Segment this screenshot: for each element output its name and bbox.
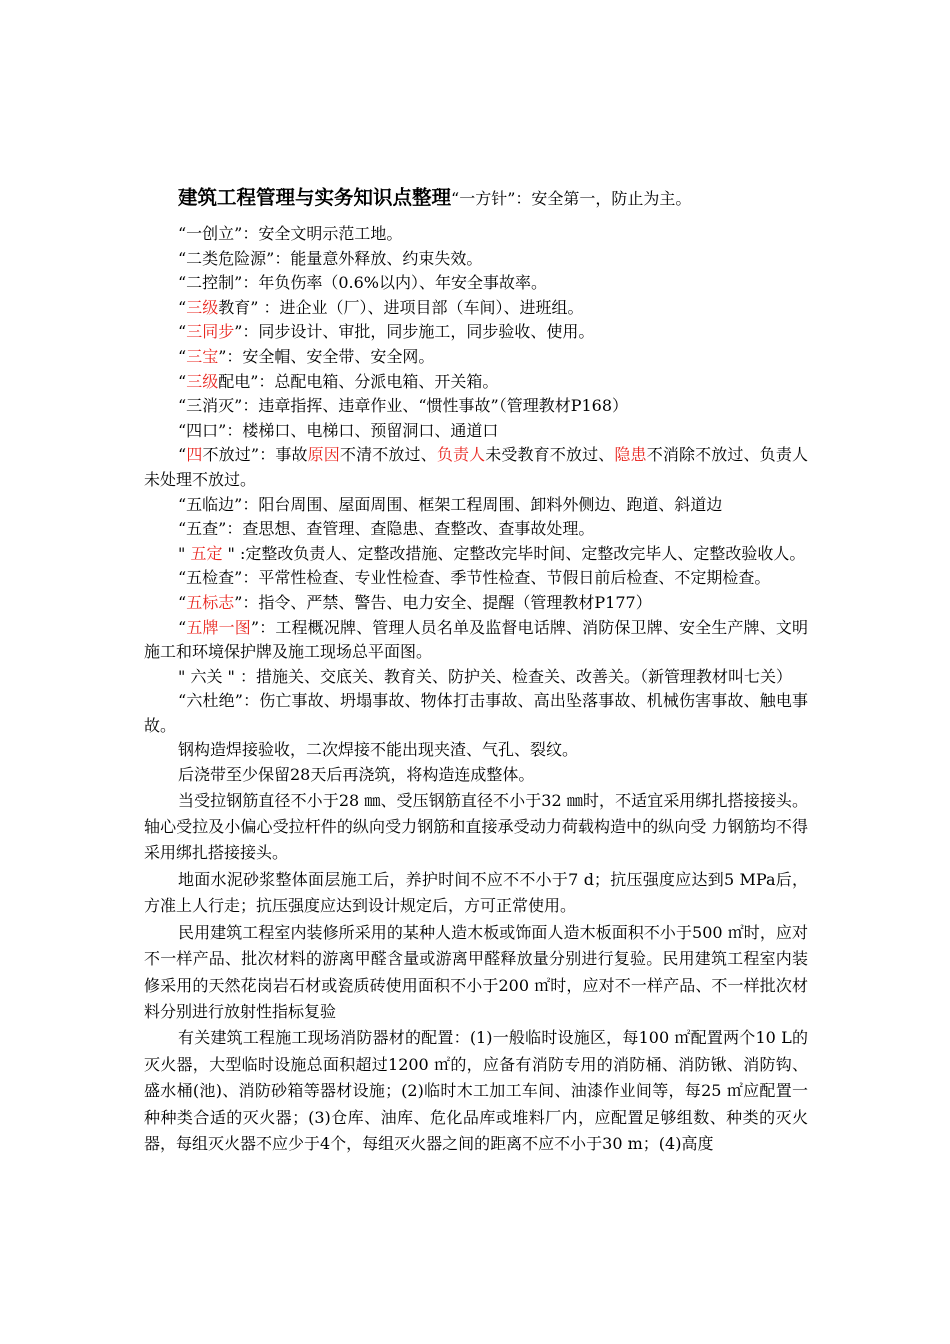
- paragraph-p13: [144, 542, 808, 567]
- paragraph-text: ”：工程概况牌、管理人员名单及监督电话牌、消防保卫牌、安全生产牌、文明施工和环境保护牌及施工现场总平面图。: [144, 617, 808, 662]
- paragraph-p24: [144, 1025, 808, 1157]
- paragraph-list: [144, 222, 808, 1157]
- paragraph-text: “二控制”：年负伤率（0.6%以内）、年安全事故率。: [178, 273, 548, 293]
- highlighted-text: 五定: [190, 543, 223, 563]
- paragraph-p2: [144, 247, 808, 272]
- highlighted-text: 隐患: [614, 445, 647, 465]
- heading-subtext: “一方针”：安全第一，防止为主。: [451, 189, 692, 208]
- paragraph-p23: [144, 920, 808, 1026]
- paragraph-p21: [144, 788, 808, 867]
- paragraph-p17: [144, 665, 808, 690]
- paragraph-p3: [144, 271, 808, 296]
- paragraph-p15: [144, 591, 808, 616]
- highlighted-text: 五牌一图: [186, 617, 251, 637]
- document-body: [144, 182, 808, 1157]
- paragraph-text: 有关建筑工程施工现场消防器材的配置：(1)一般临时设施区，每100 ㎡配置两个10 L的灭火器，大型临时设施总面积超过1200 ㎡的，应备有消防专用的消防桶、消防锹、消防钩、盛水桶(池)、消防砂箱等器材设施；(2)临时木工加工车间、油漆作业间等，每25 ㎡应配置一种种类合适的灭火器；(3)仓库、油库、危化品库或堆料厂内，应配置足够组数、种类的灭火器，每组灭火器不应少于4个，每组灭火器之间的距离不应不小于30 m；(4)高度: [144, 1028, 808, 1153]
- highlighted-text: 三同步: [186, 322, 235, 342]
- paragraph-text: 不消除不放过、负责人未处理不放过。: [144, 445, 808, 489]
- highlighted-text: 负责人: [436, 445, 486, 465]
- paragraph-text: 当受拉钢筋直径不小于28 ㎜、受压钢筋直径不小于32 ㎜时，不适宜采用绑扎搭接接头。轴心受拉及小偏心受拉杆件的纵向受力钢筋和直接承受动力荷载构造中的纵向受 力钢筋均不得采用绑扎搭接接头。: [144, 790, 808, 863]
- paragraph-text: 配电”：总配电箱、分派电箱、开关箱。: [218, 371, 499, 391]
- heading-line: [144, 182, 808, 215]
- paragraph-text: ”：指令、严禁、警告、电力安全、提醒（管理教材P177）: [234, 592, 652, 612]
- highlighted-text: 原因: [307, 445, 340, 465]
- paragraph-text: “一创立”：安全文明示范工地。: [178, 224, 403, 243]
- paragraph-text: “六杜绝”：伤亡事故、坍塌事故、物体打击事故、高出坠落事故、机械伤害事故、触电事故。: [144, 691, 808, 735]
- paragraph-p14: [144, 566, 808, 591]
- paragraph-p20: [144, 763, 808, 788]
- paragraph-p7: [144, 370, 808, 395]
- paragraph-text: “二类危险源”：能量意外释放、约束失效。: [178, 248, 483, 268]
- paragraph-text: “: [178, 346, 187, 366]
- paragraph-text: “: [178, 617, 187, 637]
- paragraph-text: “: [178, 371, 187, 391]
- paragraph-text: “: [178, 592, 187, 612]
- paragraph-text: " :定整改负责人、定整改措施、定整改完毕时间、定整改完毕人、定整改验收人。: [222, 543, 806, 563]
- highlighted-text: 三宝: [186, 346, 219, 366]
- paragraph-p4: [144, 296, 808, 321]
- paragraph-p9: [144, 419, 808, 444]
- paragraph-text: “五临边”：阳台周围、屋面周围、框架工程周围、卸料外侧边、跑道、斜道边: [178, 494, 723, 514]
- paragraph-text: 地面水泥砂浆整体面层施工后，养护时间不应不不小于7 d；抗压强度应达到5 MPa后，方准上人行走；抗压强度应达到设计规定后，方可正常使用。: [144, 869, 808, 916]
- paragraph-text: “五检查”：平常性检查、专业性检查、季节性检查、节假日前后检查、不定期检查。: [178, 568, 771, 588]
- highlighted-text: 四: [186, 445, 203, 465]
- paragraph-text: “: [178, 445, 187, 465]
- paragraph-text: “三消灭”：违章指挥、违章作业、“惯性事故”（管理教材P168）: [178, 396, 629, 416]
- paragraph-text: ”：同步设计、审批，同步施工，同步验收、使用。: [234, 322, 595, 342]
- highlighted-text: 三级: [186, 297, 219, 317]
- paragraph-text: “四口”：楼梯口、电梯口、预留洞口、通道口: [178, 420, 499, 440]
- paragraph-text: 不清不放过、: [339, 445, 437, 465]
- paragraph-p22: [144, 867, 808, 920]
- paragraph-p6: [144, 345, 808, 370]
- paragraph-p11: [144, 493, 808, 518]
- paragraph-p10: [144, 443, 808, 492]
- paragraph-text: “: [178, 322, 187, 342]
- paragraph-p8: [144, 394, 808, 419]
- paragraph-text: 不放过”：事故: [202, 445, 308, 465]
- paragraph-text: " 六关 " ：措施关、交底关、教育关、防护关、检查关、改善关。（新管理教材叫七关）: [178, 666, 792, 686]
- paragraph-p19: [144, 738, 808, 763]
- page-title: 建筑工程管理与实务知识点整理: [178, 186, 452, 209]
- paragraph-p12: [144, 517, 808, 542]
- highlighted-text: 五标志: [186, 592, 235, 612]
- paragraph-text: 教育” ：进企业（厂）、进项目部（车间）、进班组。: [218, 297, 584, 317]
- paragraph-text: “五查”：查思想、查管理、查隐患、查整改、查事故处理。: [178, 519, 595, 539]
- paragraph-p16: [144, 616, 808, 665]
- paragraph-text: ”：安全帽、安全带、安全网。: [218, 346, 435, 366]
- paragraph-text: 民用建筑工程室内装修所采用的某种人造木板或饰面人造木板面积不小于500 ㎡时，应对不一样产品、批次材料的游离甲醛含量或游离甲醛释放量分别进行复验。民用建筑工程室内装修采用的天然花岗岩石材或瓷质砖使用面积不小于200 ㎡时，应对不一样产品、不一样批次材料分别进行放射性指标复验: [144, 922, 808, 1021]
- paragraph-text: 后浇带至少保留28天后再浇筑，将构造连成整体。: [178, 765, 535, 785]
- paragraph-text: ": [178, 543, 191, 563]
- paragraph-p5: [144, 320, 808, 345]
- paragraph-text: 未受教育不放过、: [485, 445, 615, 465]
- paragraph-p1: [144, 222, 808, 247]
- highlighted-text: 三级: [186, 371, 219, 391]
- paragraph-p18: [144, 689, 808, 738]
- paragraph-text: 钢构造焊接验收，二次焊接不能出现夹渣、气孔、裂纹。: [178, 740, 579, 760]
- paragraph-text: “: [178, 297, 187, 317]
